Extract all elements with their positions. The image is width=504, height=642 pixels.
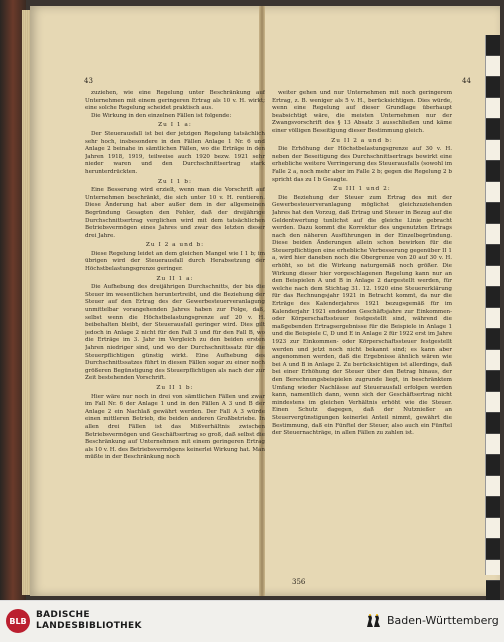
footer-bar [0,600,504,642]
baden-wuerttemberg-lions-icon [365,613,383,629]
paragraph: Die Erhöhung der Höchstbelastungsgrenze auf 30 v. H. neben der Beseitigung des Durchschnittsertrags bewirkt eine erhebliche weitere Verringerung des Steuerausfalls (sowohl im Falle 2 a, noch mehr aber im Falle 2 b; gegen die Regelung 2 b spricht das zu I b Gesagte. [272,146,452,183]
section-heading: Zu I 1 b: [158,178,192,185]
paragraph: Die Wirkung in den einzelnen Fällen ist folgende: [91,112,232,119]
state-name[interactable]: Baden-Württemberg [387,614,499,627]
paragraph: Hier wäre nur noch in drei von sämtlichen Fällen und zwar im Fall Nr. 6 der Anlage 1 und in den Fällen A 3 und B der Anlage 2 ein Nachlaß gewährt werden. Der Fall A 3 würde einen mittleren Betrieb, die beiden anderen Großbetriebe. In allen drei Fällen ist das Mißverhältnis zwischen Betriebsvermögen und Geschäftsertrag so groß, daß selbst die Beschränkung auf Unternehmen mit einem geringeren Ertrag als 10 v. H. des Betriebsvermögens keinerlei Wirkung hat. Man müßte in der Beschränkung noch [85,393,265,461]
library-name-line1: BADISCHE [36,610,90,620]
left-page-text [85,90,265,570]
scale-ruler [485,35,500,575]
right-page-text [272,90,452,570]
paragraph: Der Steuerausfall ist bei der jetzigen Regelung tatsächlich sehr hoch, insbesondere in den Fällen Anlage 1 Nr. 6 und Anlage 2 beinahe in sämtlichen Fällen, wo die Erträge in den Jahren 1918, 1919, teilweise auch 1920 bezw. 1921 sehr nieder waren und den Durchschnittsertrag stark herunterdrückten. [85,130,265,175]
blb-logo-icon[interactable]: BLB [6,609,30,633]
section-heading: Zu II 2 a und b: [331,137,393,144]
paragraph: Diese Regelung leidet an dem gleichen Mangel wie I 1 b; im übrigen wird der Steuerausfall durch Herabsetzung der Höchstbelastungsgrenze geringer. [85,250,265,273]
section-heading: Zu II 1 a: [156,275,194,282]
library-name[interactable] [36,610,142,632]
paragraph: Die Aufhebung des dreijährigen Durchschnitts, der bis die Steuer im wesentlichen heruntertreibt, und die Beziehung der Steuer auf den Ertrag des der Gewerbesteuerveranlagung unmittelbar vorangehenden Jahres haben zur Folge, daß, selbst wenn die Höchstbelastungsgrenze auf 20 v. H. beibehalten bleibt, der Steuerausfall geringer wird. Dies gilt jedoch in Anlage 2 nicht für den Fall 3 und für den Fall B, wo die Erträge im 3. Jahr im Vergleich zu den beiden ersten Jahren niedriger sind, und wo der Durchschnittssatz für die Steuerpflichtigen günstig wirkt. Eine Aufhebung des Durchschnittssatzes führt in diesen Fällen sogar zu einer noch größeren Begünstigung des Steuerpflichtigen als nach der zur Zeit bestehenden Vorschrift. [85,284,265,382]
left-page-number: 43 [84,77,93,85]
section-heading: Zu I 2 a und b: [145,242,205,249]
footer-page-number: 356 [292,578,306,586]
paragraph: weiter gehen und nur Unternehmen mit noch geringerem Ertrag, z. B. weniger als 5 v. H., berücksichtigen. Dies würde, wenn eine Regelung auf dieser Grundlage überhaupt beabsichtigt wäre, die meisten Unternehmen nur der Zwangsvorschrift des § 13 Absatz 3 ausschließen und käme einer völligen Beseitigung dieser Bestimmung gleich. [272,90,452,134]
section-heading: Zu III 1 und 2: [333,186,391,193]
paragraph: Die Beziehung der Steuer zum Ertrag des mit der Gewerbesteuerveranlagung möglichst gleichzuziehenden Jahres hat den Vorzug, daß Ertrag und Steuer in Bezug auf die Geldentwertung tunlichst auf die gleiche Linie gebracht werden. Dazu kommt die Korrektur des ungenutzten Ertrags nach den näheren Ausführungen in der Einzelbegründung. Diese beiden Änderungen allein schon bewirken für die Steuerpflichtigen eine erhebliche Verbesserung gegenüber II 1 a, wird hier daneben noch die Obergrenze von 20 auf 30 v. H. erhöht, so ist die Wirkung naturgemäß noch größer. Die Wirkung dieser hier vorgeschlagenen Regelung kann nur an den Beispielen A und B in Anlage 2 dargestellt werden, für welche nach dem Stichtag 31. 12. 1920 eine Steuererklärung für das Rechnungsjahr 1921 in Betracht kommt, da nur die Erträge des Kalenderjahres 1921 bezugsgemäß für im Kalenderjahr 1921 endenden Geschäftsjahre zur Einkommen- oder Körperschaftssteuer festgestellt sind, während die maßgebenden Ertragsergebnisse für die Beispiele in Anlage 1 und die Beispiele C, D und E in Anlage 2 für 1922 erst im Jahre 1923 zur Einkommen- oder Körperschaftssteuer festgestellt werden und jetzt noch nicht bekannt sind; es kann aber angenommen werden, daß die Ergebnisse ähnlich wären wie bei A und B in Anlage 2. Zu berücksichtigen ist allerdings, daß bei einer Erhöhung der Steuer über den Betrag hinaus, der den Berechnungsbeispielen zugrunde liegt, in beschränktem Umfang wieder Nachlässe auf Steuerausfall erfolgen werden kann, namentlich dann, wenn sich der Geschäftsertrag nicht mindestens im gleichen Verhältnis erhöht wie die Steuer. Einen Schutz dagegen, daß der Nutznießer an Steuervergünstigungen keinerlei Anteil nimmt, gewährt die Bestimmung, daß ein Fünftel der Steuer, also auch ein Fünftel der Steuernachträge, in allen Fällen zu zahlen ist. [272,194,452,437]
paragraph: Eine Besserung wird erzielt, wenn man die Vorschrift auf Unternehmen beschränkt, die sich unter 10 v. H. rentieren. Diese Änderung hat aber außer dem in der allgemeinen Begründung Gesagten den Fehler, daß der dreijährige Durchschnittsertrag verglichen wird mit dem tatsächlichen Betriebsvermögen eines Jahres und zwar des letzten dieser drei Jahre. [85,187,265,239]
right-page-number: 44 [462,77,471,85]
library-name-line2: LANDESBIBLIOTHEK [36,621,142,631]
section-heading: Zu II 1 b: [156,384,194,391]
section-heading: Zu I 1 a: [158,122,192,129]
paragraph: zuziehen, wie eine Regelung unter Beschränkung auf Unternehmen mit einem geringeren Ertrag als 10 v. H. wirkt; eine solche Regelung scheidet praktisch aus. [85,90,265,112]
